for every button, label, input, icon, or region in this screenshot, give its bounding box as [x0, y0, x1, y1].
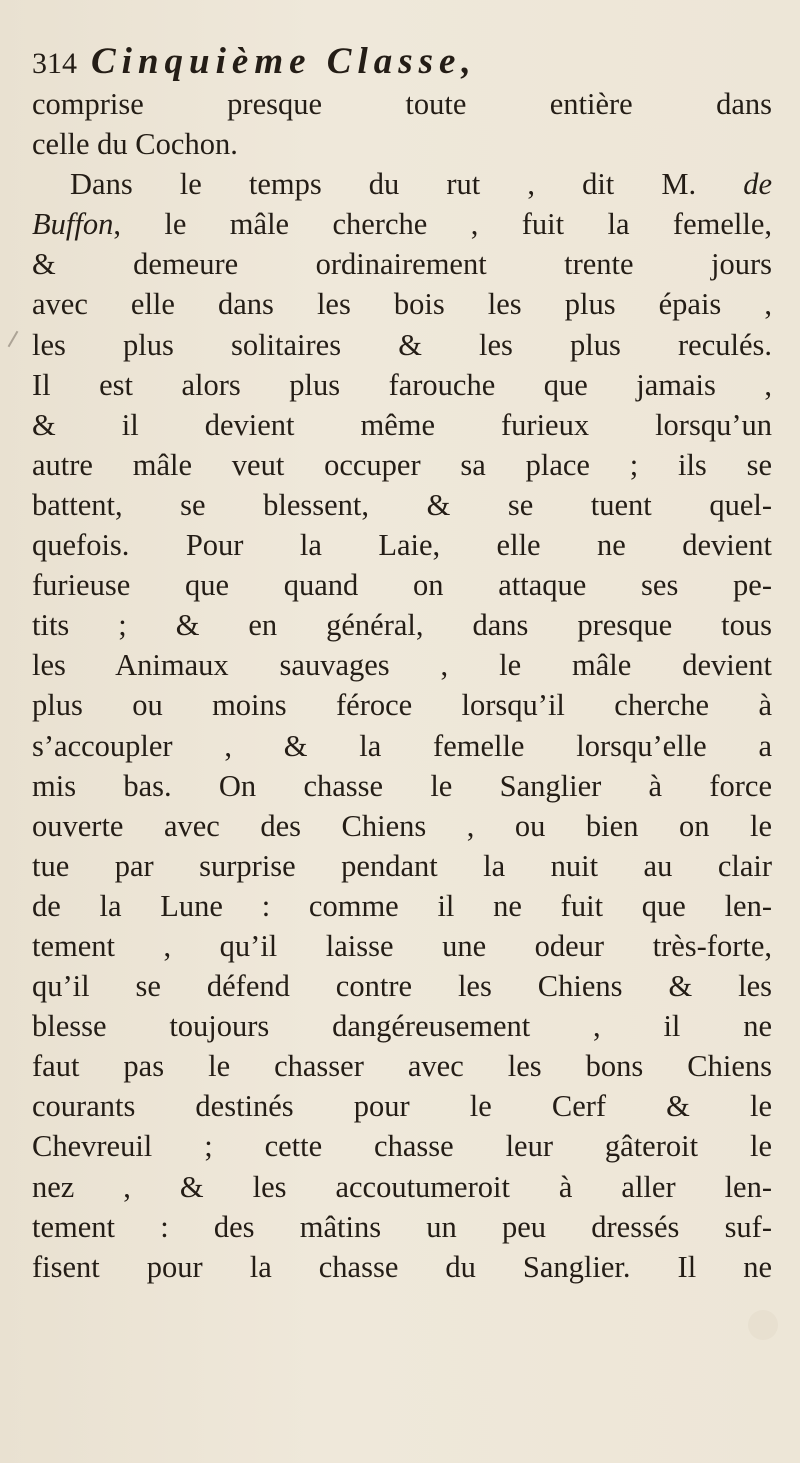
body-text — [32, 84, 772, 1287]
text-line: quefois. Pour la Laie, elle ne devient — [32, 528, 772, 563]
pencil-mark — [8, 331, 19, 348]
text-line: les Animaux sauvages , le mâle devient — [32, 648, 772, 683]
author-particle: de — [743, 167, 772, 202]
text-line: Il est alors plus farouche que jamais , — [32, 367, 772, 402]
text-line: Dans le temps du rut , dit M. de — [70, 167, 772, 202]
text-line: avec elle dans les bois les plus épais , — [32, 287, 772, 322]
text-line: & il devient même furieux lorsqu’un — [32, 407, 772, 442]
text-line: celle du Cochon. — [32, 127, 238, 162]
text-line: comprise presque toute entière dans — [32, 87, 772, 121]
text-line: tement : des mâtins un peu dressés suf- — [32, 1209, 772, 1244]
text-line: ouverte avec des Chiens , ou bien on le — [32, 808, 772, 843]
text-line: courants destinés pour le Cerf & le — [32, 1089, 772, 1124]
text-line: & demeure ordinairement trente jours — [32, 247, 772, 282]
author-name: Buffon — [32, 207, 114, 242]
text-line: battent, se blessent, & se tuent quel- — [32, 487, 772, 522]
text-line: de la Lune : comme il ne fuit que len- — [32, 888, 772, 923]
text-line: Buffon, le mâle cherche , fuit la femelle, — [32, 207, 772, 242]
text-line: tue par surprise pendant la nuit au clair — [32, 848, 772, 883]
paper-smudge — [748, 1310, 778, 1340]
text-line: plus ou moins féroce lorsqu’il cherche à — [32, 688, 772, 723]
page-number: 314 — [32, 47, 77, 80]
text-line: fisent pour la chasse du Sanglier. Il ne — [32, 1249, 772, 1284]
text-line: tits ; & en général, dans presque tous — [32, 608, 772, 643]
text-line: autre mâle veut occuper sa place ; ils se — [32, 447, 772, 482]
text-line: faut pas le chasser avec les bons Chiens — [32, 1049, 772, 1084]
running-title: Cinquième Classe, — [91, 41, 477, 82]
text-line: tement , qu’il laisse une odeur très-forte, — [32, 928, 772, 963]
text-line: blesse toujours dangéreusement , il ne — [32, 1009, 772, 1044]
text-line: les plus solitaires & les plus reculés. — [32, 327, 772, 362]
text-line: furieuse que quand on attaque ses pe- — [32, 568, 772, 603]
text-line: mis bas. On chasse le Sanglier à force — [32, 768, 772, 803]
text-line: s’accoupler , & la femelle lorsqu’elle a — [32, 728, 772, 763]
text-line: nez , & les accoutumeroit à aller len- — [32, 1169, 772, 1204]
text-line: qu’il se défend contre les Chiens & les — [32, 969, 772, 1004]
text-line: Chevreuil ; cette chasse leur gâteroit le — [32, 1129, 772, 1164]
page-header — [32, 38, 772, 86]
